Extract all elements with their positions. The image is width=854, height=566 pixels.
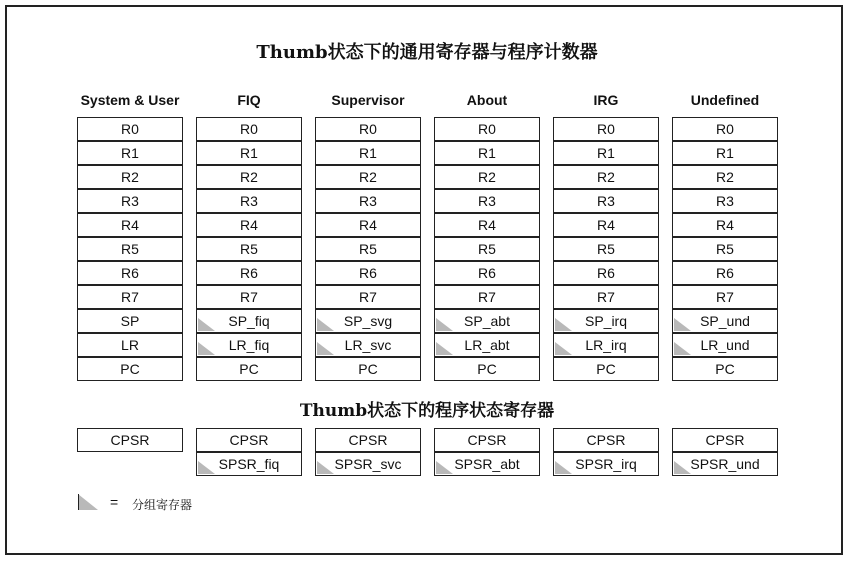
register-label: R4 xyxy=(716,217,734,233)
register-cell xyxy=(77,357,183,381)
register-cell xyxy=(315,261,421,285)
status-register-label: CPSR xyxy=(348,432,388,448)
register-cell xyxy=(672,189,778,213)
register-label: SP_svg xyxy=(343,313,393,329)
register-label: R4 xyxy=(359,217,377,233)
register-label: R1 xyxy=(359,145,377,161)
column-header: Supervisor xyxy=(331,92,405,108)
register-cell xyxy=(553,261,659,285)
register-label: R4 xyxy=(597,217,615,233)
register-label: SP_und xyxy=(700,313,750,329)
register-label: R3 xyxy=(121,193,139,209)
register-cell xyxy=(434,141,540,165)
register-label: R2 xyxy=(597,169,615,185)
register-label: LR_abt xyxy=(464,337,510,353)
register-cell xyxy=(77,117,183,141)
register-cell xyxy=(196,117,302,141)
register-label: PC xyxy=(477,361,497,377)
register-label: R7 xyxy=(716,289,734,305)
register-cell xyxy=(77,285,183,309)
register-cell xyxy=(553,141,659,165)
register-label: R6 xyxy=(359,265,377,281)
register-cell xyxy=(315,165,421,189)
register-label: LR_fiq xyxy=(228,337,270,353)
register-cell xyxy=(196,309,302,333)
register-label: SP_abt xyxy=(464,313,510,329)
status-register-cell xyxy=(553,428,659,452)
register-cell xyxy=(77,333,183,357)
register-label: R7 xyxy=(121,289,139,305)
register-label: R7 xyxy=(478,289,496,305)
status-register-label: CPSR xyxy=(705,432,745,448)
register-cell xyxy=(553,357,659,381)
register-cell xyxy=(196,357,302,381)
register-cell xyxy=(553,117,659,141)
register-label: LR_irq xyxy=(585,337,627,353)
legend-label: 分组寄存器 xyxy=(132,498,193,512)
register-label: PC xyxy=(239,361,259,377)
status-register-cell xyxy=(196,428,302,452)
register-cell xyxy=(434,165,540,189)
register-label: R0 xyxy=(478,121,496,137)
register-cell xyxy=(434,237,540,261)
status-register-label: SPSR_irq xyxy=(575,456,637,472)
status-register-cell xyxy=(672,428,778,452)
register-label: R2 xyxy=(716,169,734,185)
column-header: Undefined xyxy=(690,92,760,108)
register-label: LR_svc xyxy=(344,337,392,353)
register-cell xyxy=(315,237,421,261)
register-cell xyxy=(77,237,183,261)
register-cell xyxy=(553,333,659,357)
register-cell xyxy=(434,189,540,213)
register-cell xyxy=(196,189,302,213)
register-cell xyxy=(672,213,778,237)
register-label: R6 xyxy=(716,265,734,281)
register-cell xyxy=(315,333,421,357)
register-label: R0 xyxy=(597,121,615,137)
register-label: R5 xyxy=(716,241,734,257)
register-label: R2 xyxy=(359,169,377,185)
register-label: R6 xyxy=(121,265,139,281)
register-cell xyxy=(77,213,183,237)
register-label: R2 xyxy=(121,169,139,185)
status-register-cell xyxy=(434,452,540,476)
register-cell xyxy=(196,213,302,237)
register-cell xyxy=(315,285,421,309)
register-cell xyxy=(672,141,778,165)
register-label: PC xyxy=(358,361,378,377)
status-register-cell xyxy=(553,452,659,476)
status-register-label: CPSR xyxy=(586,432,626,448)
register-cell xyxy=(553,165,659,189)
register-label: SP_irq xyxy=(584,313,628,329)
register-label: PC xyxy=(715,361,735,377)
column-header: FIQ xyxy=(237,92,261,108)
status-register-label: SPSR_fiq xyxy=(218,456,280,472)
register-cell xyxy=(77,261,183,285)
register-cell xyxy=(196,141,302,165)
register-cell xyxy=(196,165,302,189)
register-cell xyxy=(315,357,421,381)
register-label: R5 xyxy=(597,241,615,257)
register-cell xyxy=(196,261,302,285)
status-register-cell xyxy=(672,452,778,476)
register-label: R2 xyxy=(240,169,258,185)
legend-equals: = xyxy=(110,494,119,510)
register-cell xyxy=(672,261,778,285)
register-cell xyxy=(553,213,659,237)
register-cell xyxy=(77,309,183,333)
status-register-cell xyxy=(315,452,421,476)
title-general-registers: Thumb状态下的通用寄存器与程序计数器 xyxy=(256,42,598,63)
status-register-cell xyxy=(434,428,540,452)
register-label: R5 xyxy=(121,241,139,257)
register-cell xyxy=(315,309,421,333)
register-cell xyxy=(553,285,659,309)
register-cell xyxy=(434,285,540,309)
register-cell xyxy=(672,357,778,381)
register-cell xyxy=(315,117,421,141)
status-register-label: SPSR_und xyxy=(690,456,760,472)
register-cell xyxy=(196,333,302,357)
register-label: R3 xyxy=(478,193,496,209)
column-header: About xyxy=(466,92,508,108)
register-cell xyxy=(196,237,302,261)
register-label: R6 xyxy=(478,265,496,281)
register-label: R1 xyxy=(597,145,615,161)
register-cell xyxy=(672,333,778,357)
register-label: SP xyxy=(120,313,140,329)
register-label: R4 xyxy=(121,217,139,233)
register-cell xyxy=(672,237,778,261)
register-cell xyxy=(434,357,540,381)
register-label: R7 xyxy=(240,289,258,305)
register-label: R3 xyxy=(716,193,734,209)
register-label: R2 xyxy=(478,169,496,185)
register-label: R5 xyxy=(240,241,258,257)
register-label: R0 xyxy=(240,121,258,137)
register-cell xyxy=(434,309,540,333)
register-label: R1 xyxy=(240,145,258,161)
register-label: R3 xyxy=(240,193,258,209)
register-label: R6 xyxy=(240,265,258,281)
register-cell xyxy=(315,213,421,237)
register-cell xyxy=(315,189,421,213)
register-label: R3 xyxy=(359,193,377,209)
status-register-label: SPSR_abt xyxy=(454,456,520,472)
register-label: R5 xyxy=(478,241,496,257)
register-label: PC xyxy=(120,361,140,377)
register-label: R5 xyxy=(359,241,377,257)
register-label: R1 xyxy=(716,145,734,161)
column-header: IRG xyxy=(593,92,619,108)
banked-register-legend-icon xyxy=(78,494,98,510)
register-cell xyxy=(434,261,540,285)
register-label: R0 xyxy=(716,121,734,137)
column-header: System & User xyxy=(80,92,180,108)
register-cell xyxy=(434,333,540,357)
status-register-label: CPSR xyxy=(229,432,269,448)
register-cell xyxy=(553,237,659,261)
register-label: LR xyxy=(121,337,139,353)
register-cell xyxy=(77,189,183,213)
status-register-label: CPSR xyxy=(467,432,507,448)
register-label: SP_fiq xyxy=(228,313,270,329)
register-label: R1 xyxy=(478,145,496,161)
status-register-label: SPSR_svc xyxy=(334,456,402,472)
register-cell xyxy=(553,189,659,213)
register-cell xyxy=(434,213,540,237)
register-label: R7 xyxy=(359,289,377,305)
status-register-label: CPSR xyxy=(110,432,150,448)
register-cell xyxy=(672,165,778,189)
register-cell xyxy=(77,141,183,165)
register-label: R7 xyxy=(597,289,615,305)
status-register-cell xyxy=(196,452,302,476)
register-cell xyxy=(672,309,778,333)
register-cell xyxy=(196,285,302,309)
status-register-cell xyxy=(315,428,421,452)
register-label: R3 xyxy=(597,193,615,209)
register-cell xyxy=(77,165,183,189)
register-cell xyxy=(553,309,659,333)
register-cell xyxy=(315,141,421,165)
register-label: R0 xyxy=(359,121,377,137)
register-label: R4 xyxy=(478,217,496,233)
register-label: PC xyxy=(596,361,616,377)
register-cell xyxy=(434,117,540,141)
register-label: R0 xyxy=(121,121,139,137)
status-register-cell xyxy=(77,428,183,452)
register-label: LR_und xyxy=(700,337,750,353)
register-label: R1 xyxy=(121,145,139,161)
register-cell xyxy=(672,117,778,141)
register-cell xyxy=(672,285,778,309)
register-label: R6 xyxy=(597,265,615,281)
title-status-registers: Thumb状态下的程序状态寄存器 xyxy=(299,401,555,421)
register-label: R4 xyxy=(240,217,258,233)
